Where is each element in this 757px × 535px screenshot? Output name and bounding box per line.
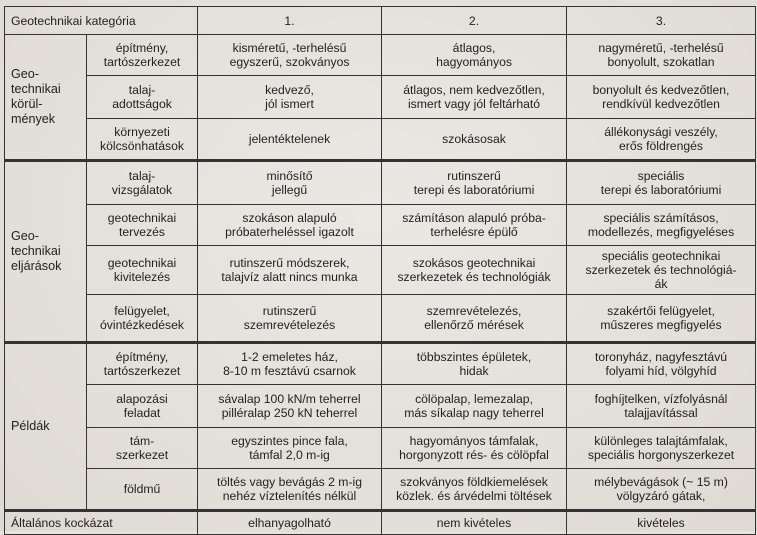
table-cell: minősítő jellegű bbox=[198, 161, 382, 205]
table-cell: rutinszerű szemrevételezés bbox=[198, 295, 382, 343]
table-cell: szokásos geotechnikai szerkezetek és technológiák bbox=[382, 246, 567, 295]
table-cell: speciális geotechnikai szerkezetek és technológiá- ák bbox=[567, 246, 756, 295]
table-cell: rutinszerű módszerek, talajvíz alatt nincs munka bbox=[198, 246, 382, 295]
risk-label: Általános kockázat bbox=[5, 511, 198, 535]
table-cell: 1-2 emeletes ház, 8-10 m fesztávú csarnok bbox=[198, 343, 382, 385]
table-cell: számításon alapuló próba- terhelésre épülő bbox=[382, 205, 567, 246]
table-cell: szokványos földkiemelések közlek. és árvédelmi töltések bbox=[382, 469, 567, 511]
table-cell: kedvező, jól ismert bbox=[198, 76, 382, 119]
table-row bbox=[5, 35, 756, 76]
geotechnical-category-table bbox=[4, 6, 756, 535]
table-cell: nagyméretű, -terhelésű bonyolult, szokatlan bbox=[567, 35, 756, 76]
table-cell: töltés vagy bevágás 2 m-ig nehéz víztelenítés nélkül bbox=[198, 469, 382, 511]
risk-cell-2: nem kivételes bbox=[382, 511, 567, 535]
group-procedures: Geo- technikai eljárások bbox=[5, 161, 87, 343]
table-row bbox=[5, 469, 756, 511]
category-3-header: 3. bbox=[567, 7, 756, 35]
table-cell: különleges talajtámfalak, speciális horgonyszerkezet bbox=[567, 428, 756, 469]
table-cell: hagyományos támfalak, horgonyzott rés- és cölöpfal bbox=[382, 428, 567, 469]
table-row bbox=[5, 119, 756, 161]
table-row bbox=[5, 428, 756, 469]
risk-cell-1: elhanyagolható bbox=[198, 511, 382, 535]
category-label: Geotechnikai kategória bbox=[5, 7, 198, 35]
table-cell: speciális számításos, modellezés, megfigyeléses bbox=[567, 205, 756, 246]
table-cell: átlagos, nem kedvezőtlen, ismert vagy jól feltárható bbox=[382, 76, 567, 119]
group-examples: Példák bbox=[5, 343, 87, 511]
row-label: építmény, tartószerkezet bbox=[87, 343, 198, 385]
table-row bbox=[5, 295, 756, 343]
table-cell: cölöpalap, lemezalap, más síkalap nagy teherrel bbox=[382, 385, 567, 428]
table-cell: speciális terepi és laboratóriumi bbox=[567, 161, 756, 205]
table-row bbox=[5, 161, 756, 205]
row-label: építmény, tartószerkezet bbox=[87, 35, 198, 76]
category-2-header: 2. bbox=[382, 7, 567, 35]
table-cell: kisméretű, -terhelésű egyszerű, szokványos bbox=[198, 35, 382, 76]
group-conditions: Geo- technikai körül- mények bbox=[5, 35, 87, 161]
table-row bbox=[5, 76, 756, 119]
category-1-header: 1. bbox=[198, 7, 382, 35]
row-label: környezeti kölcsönhatások bbox=[87, 119, 198, 161]
table-row bbox=[5, 385, 756, 428]
table-cell: szemrevételezés, ellenőrző mérések bbox=[382, 295, 567, 343]
table-row bbox=[5, 246, 756, 295]
table-cell: sávalap 100 kN/m teherrel pilléralap 250 kN teherrel bbox=[198, 385, 382, 428]
row-label: geotechnikai kivitelezés bbox=[87, 246, 198, 295]
row-label: felügyelet, óvintézkedések bbox=[87, 295, 198, 343]
table-cell: szokásosak bbox=[382, 119, 567, 161]
row-label: alapozási feladat bbox=[87, 385, 198, 428]
table-cell: átlagos, hagyományos bbox=[382, 35, 567, 76]
risk-cell-3: kivételes bbox=[567, 511, 756, 535]
table-row bbox=[5, 343, 756, 385]
table-cell: egyszintes pince fala, támfal 2,0 m-ig bbox=[198, 428, 382, 469]
table-cell: jelentéktelenek bbox=[198, 119, 382, 161]
row-label: talaj- vizsgálatok bbox=[87, 161, 198, 205]
header-row bbox=[5, 7, 756, 35]
table-cell: szakértői felügyelet, műszeres megfigyelés bbox=[567, 295, 756, 343]
table-cell: toronyház, nagyfesztávú folyami híd, völgyhíd bbox=[567, 343, 756, 385]
row-label: geotechnikai tervezés bbox=[87, 205, 198, 246]
table-cell: foghíjtelken, vízfolyásnál talajjavítással bbox=[567, 385, 756, 428]
table-cell: állékonysági veszély, erős földrengés bbox=[567, 119, 756, 161]
table-cell: mélybevágások (~ 15 m) völgyzáró gátak, bbox=[567, 469, 756, 511]
row-label: tám- szerkezet bbox=[87, 428, 198, 469]
table-cell: többszintes épületek, hidak bbox=[382, 343, 567, 385]
table-row bbox=[5, 205, 756, 246]
row-label: talaj- adottságok bbox=[87, 76, 198, 119]
table-cell: bonyolult és kedvezőtlen, rendkívül kedvezőtlen bbox=[567, 76, 756, 119]
table-cell: rutinszerű terepi és laboratóriumi bbox=[382, 161, 567, 205]
row-label: földmű bbox=[87, 469, 198, 511]
table-cell: szokáson alapuló próbaterheléssel igazolt bbox=[198, 205, 382, 246]
